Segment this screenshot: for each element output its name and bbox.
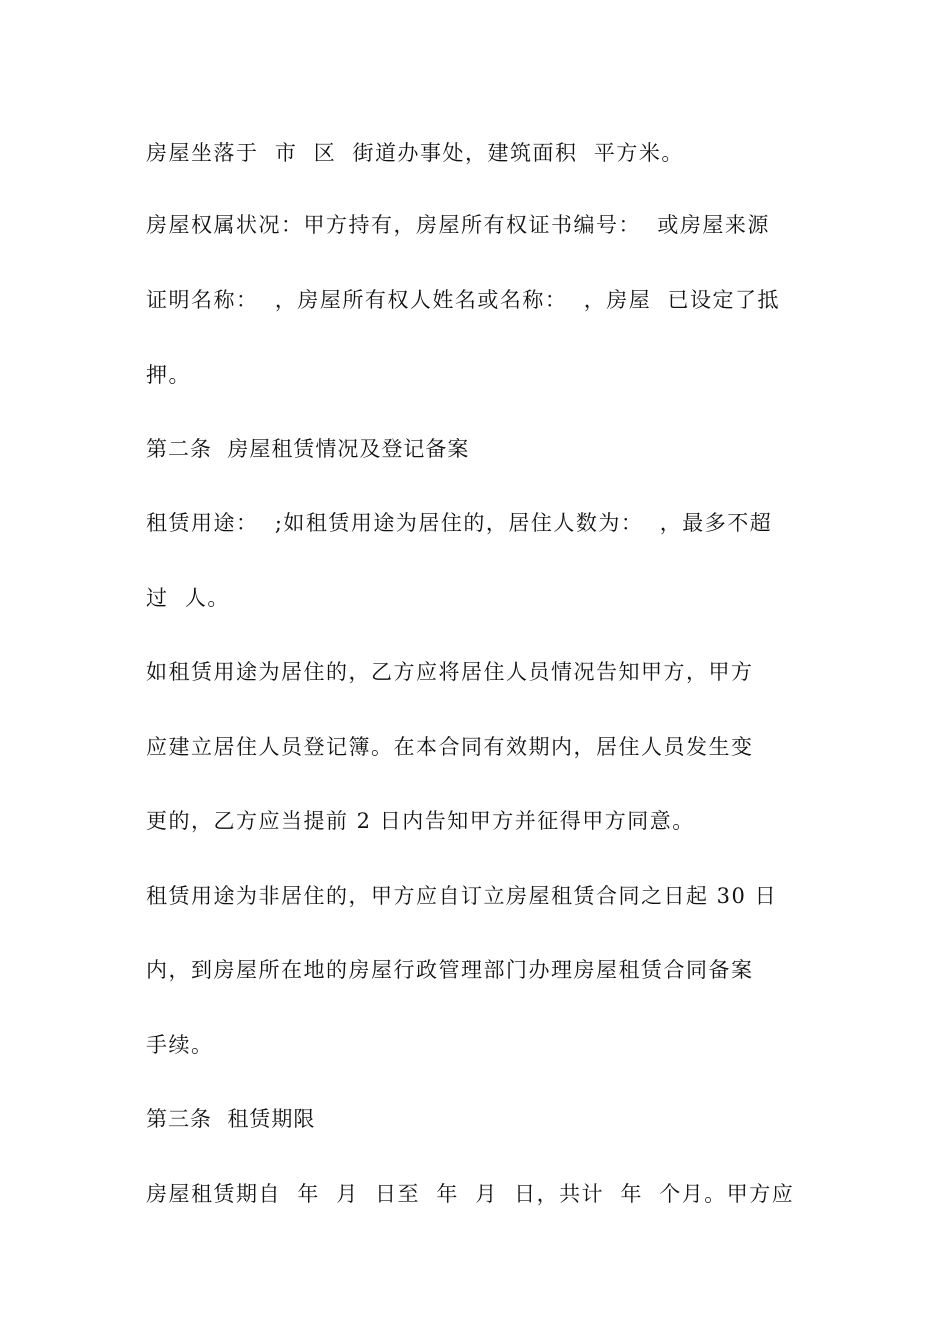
- section-heading-article-2: 第二条 房屋租赁情况及登记备案: [146, 437, 470, 461]
- paragraph-line-occupancy-limit: 过 人。: [146, 586, 230, 610]
- paragraph-line-registration-book: 应建立居住人员登记簿。在本合同有效期内，居住人员发生变: [146, 735, 754, 759]
- paragraph-line-procedures: 手续。: [146, 1033, 214, 1057]
- section-heading-article-3: 第三条 租赁期限: [146, 1107, 316, 1131]
- paragraph-line-filing-office: 内，到房屋所在地的房屋行政管理部门办理房屋租赁合同备案: [146, 958, 754, 982]
- paragraph-line-location: 房屋坐落于 市 区 街道办事处，建筑面积 平方米。: [146, 141, 684, 165]
- paragraph-line-mortgage: 押。: [146, 363, 191, 387]
- paragraph-line-residential-notice: 如租赁用途为居住的，乙方应将居住人员情况告知甲方，甲方: [146, 660, 754, 684]
- paragraph-line-certificate: 证明名称： ，房屋所有权人姓名或名称： ，房屋 已设定了抵: [146, 288, 781, 312]
- paragraph-line-lease-term: 房屋租赁期自 年 月 日至 年 月 日，共计 年 个月。甲方应: [146, 1182, 795, 1206]
- paragraph-line-nonresidential: 租赁用途为非居住的，甲方应自订立房屋租赁合同之日起 30 日: [146, 884, 778, 908]
- paragraph-line-rental-purpose: 租赁用途： ;如租赁用途为居住的，居住人数为： ，最多不超: [146, 511, 773, 535]
- paragraph-line-ownership: 房屋权属状况：甲方持有，房屋所有权证书编号： 或房屋来源: [146, 213, 770, 237]
- paragraph-line-change-notice: 更的，乙方应当提前 2 日内告知甲方并征得甲方同意。: [146, 809, 695, 833]
